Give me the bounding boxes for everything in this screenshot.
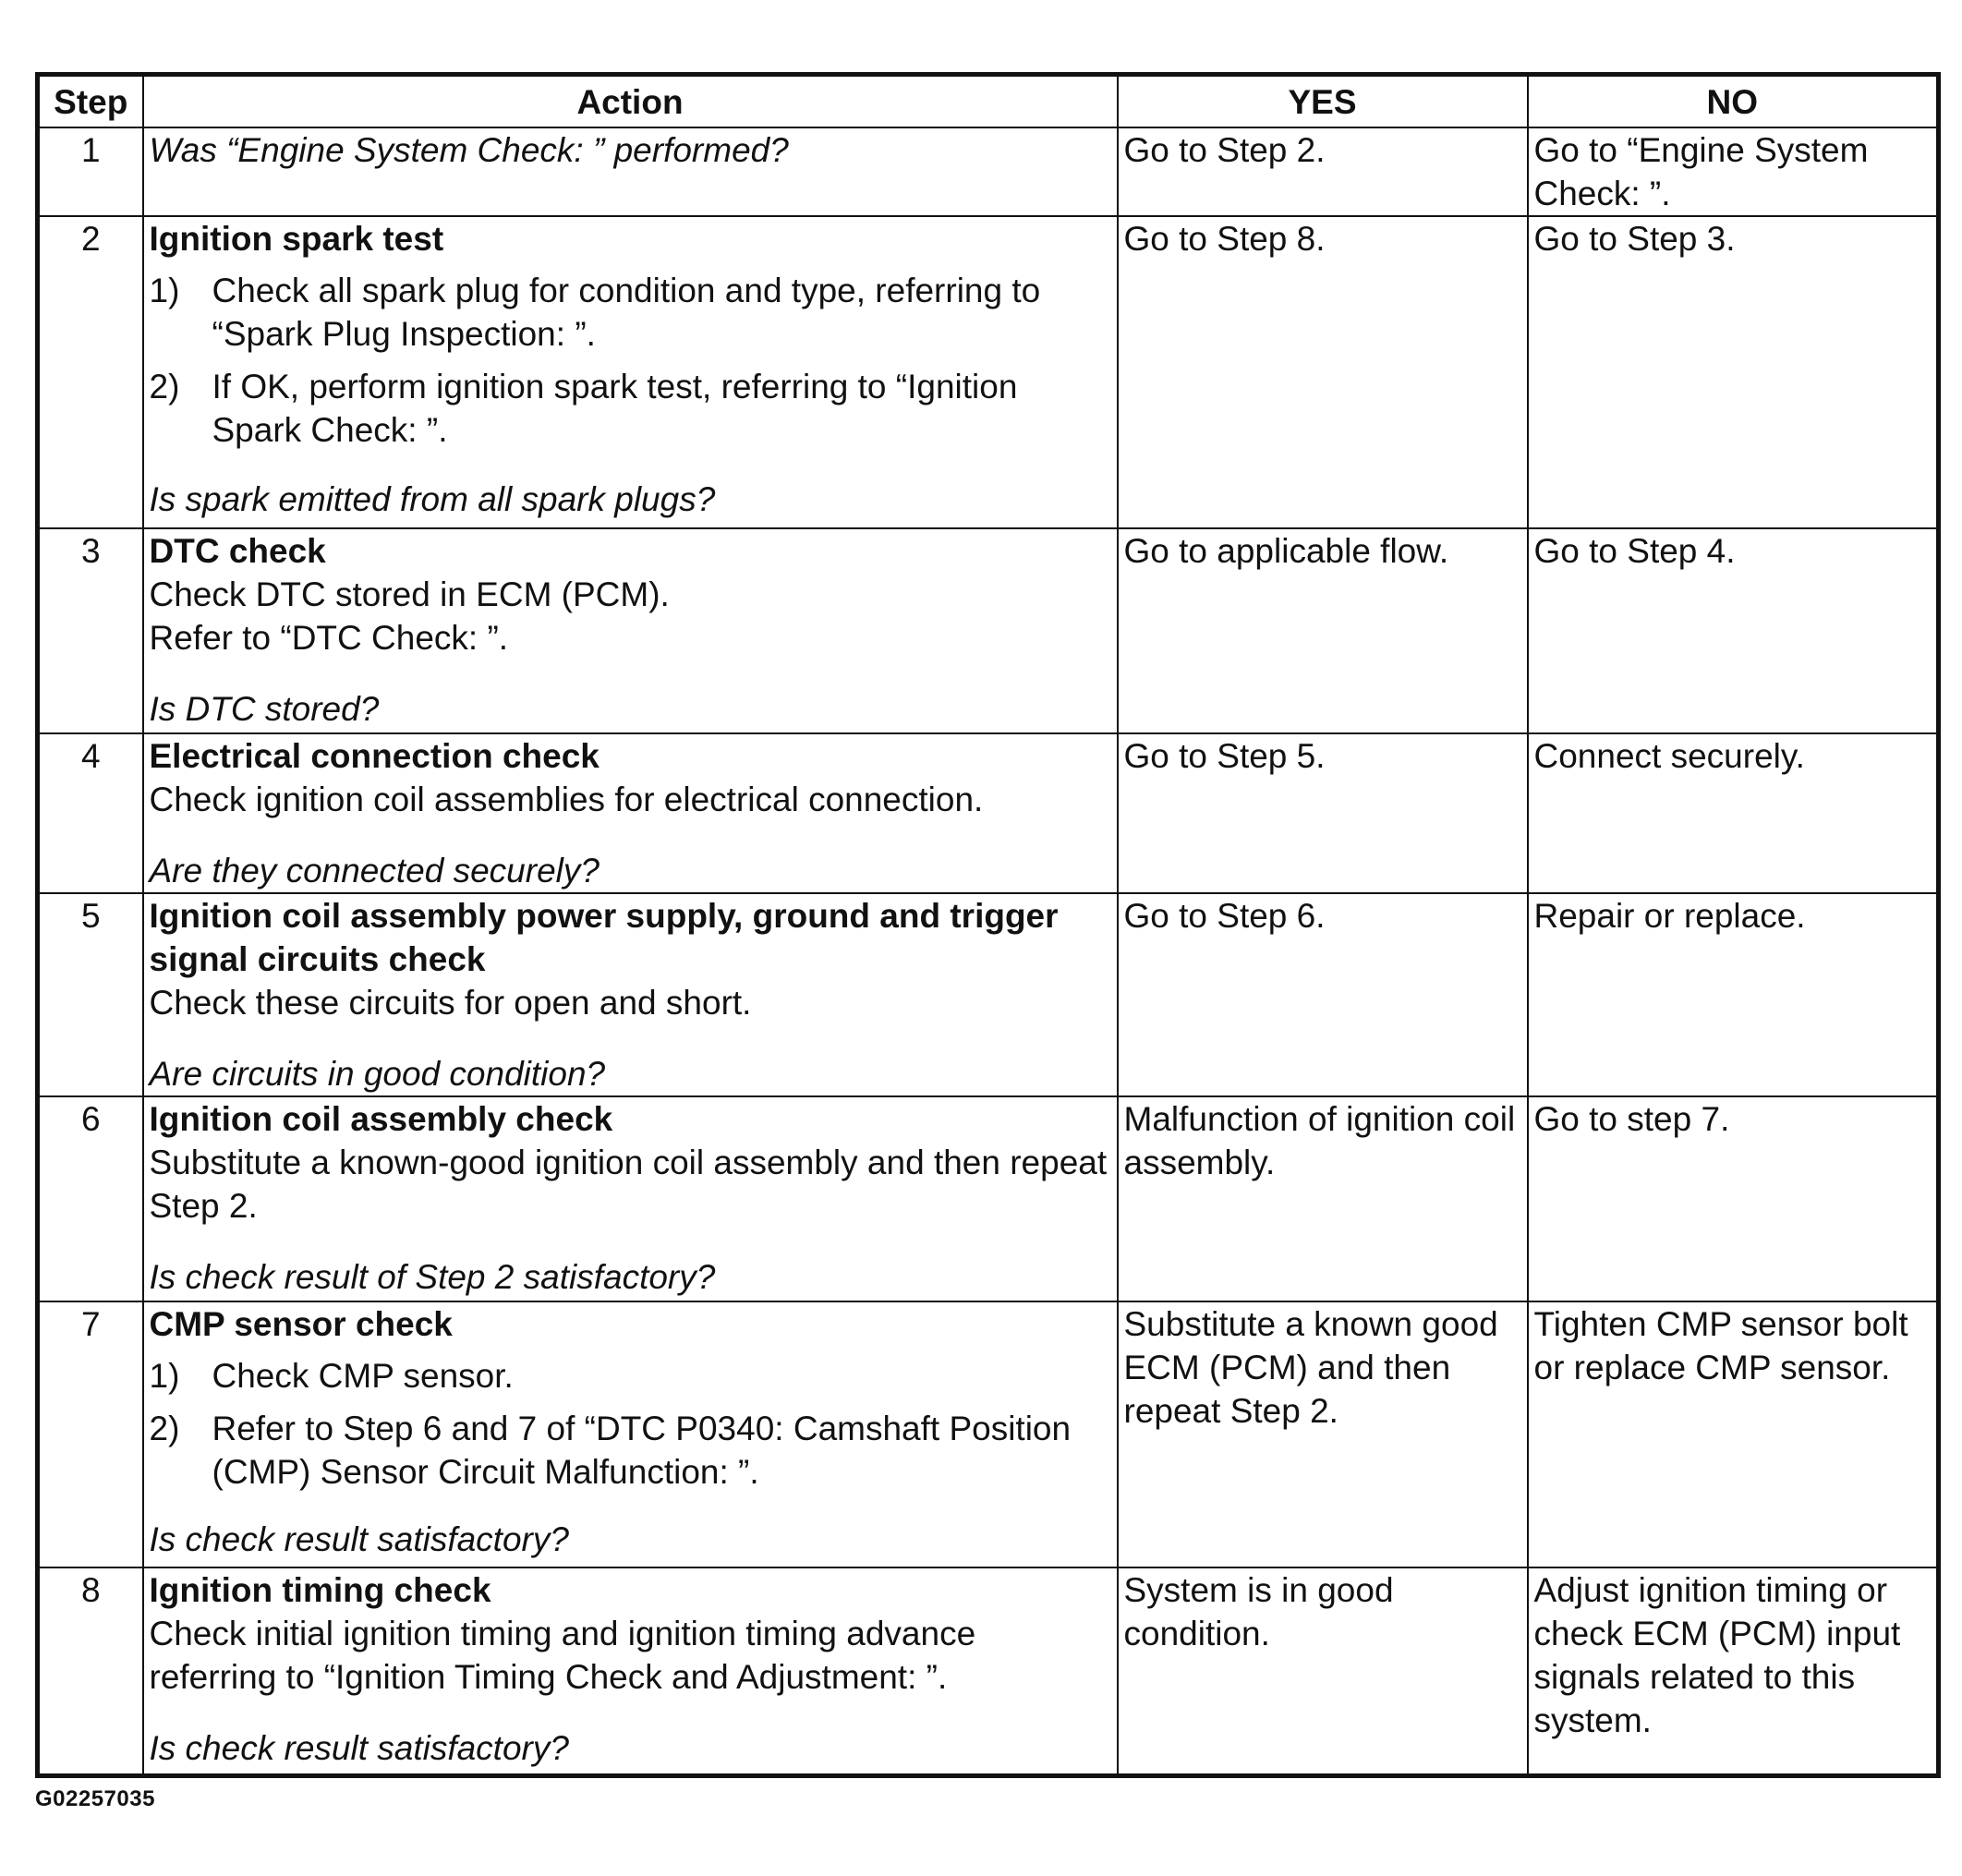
- table-row: [38, 1096, 1939, 1301]
- action-text: Check ignition coil assemblies for electrical connection.: [149, 781, 984, 818]
- step-number: 7: [38, 1301, 143, 1567]
- action-question: Was “Engine System Check: ” performed?: [149, 131, 789, 169]
- action-question: Is check result satisfactory?: [149, 1520, 569, 1558]
- action-text: Check DTC stored in ECM (PCM).: [149, 575, 670, 613]
- step-number: 2: [38, 216, 143, 528]
- yes-cell: Go to Step 2.: [1118, 127, 1528, 216]
- figure-id: G02257035: [35, 1786, 155, 1811]
- list-text: Check all spark plug for condition and type, referring to “Spark Plug Inspection: ”.: [212, 272, 1041, 353]
- action-title: Ignition coil assembly check: [149, 1100, 613, 1138]
- action-text: Refer to “DTC Check: ”.: [149, 619, 509, 657]
- action-list-item: [150, 1354, 1111, 1398]
- step-number: 3: [38, 528, 143, 733]
- action-cell: [143, 1567, 1118, 1775]
- no-cell: Adjust ignition timing or check ECM (PCM) input signals related to this system.: [1528, 1567, 1939, 1775]
- step-number: 5: [38, 893, 143, 1096]
- yes-cell: Go to applicable flow.: [1118, 528, 1528, 733]
- action-question: Is DTC stored?: [149, 690, 380, 728]
- action-title: Electrical connection check: [149, 737, 600, 775]
- step-number: 4: [38, 733, 143, 893]
- list-number: 1): [149, 272, 180, 309]
- table-row: [38, 893, 1939, 1096]
- header-no: NO: [1528, 75, 1939, 128]
- table-row: [38, 1567, 1939, 1775]
- no-cell: Tighten CMP sensor bolt or replace CMP sensor.: [1528, 1301, 1939, 1567]
- action-question: Is check result satisfactory?: [149, 1729, 569, 1767]
- step-number: 8: [38, 1567, 143, 1775]
- action-text: Check these circuits for open and short.: [149, 984, 752, 1022]
- action-cell: [143, 127, 1118, 216]
- header-row: [38, 75, 1939, 128]
- action-title: DTC check: [149, 532, 326, 570]
- yes-cell: System is in good condition.: [1118, 1567, 1528, 1775]
- no-cell: Repair or replace.: [1528, 893, 1939, 1096]
- yes-cell: Go to Step 8.: [1118, 216, 1528, 528]
- action-cell: [143, 893, 1118, 1096]
- action-title: Ignition spark test: [149, 220, 444, 258]
- action-text: Check initial ignition timing and ignition timing advance referring to “Ignition Timing Check and Adjustment: ”.: [149, 1615, 976, 1696]
- no-cell: Go to Step 4.: [1528, 528, 1939, 733]
- step-number: 1: [38, 127, 143, 216]
- no-cell: Go to step 7.: [1528, 1096, 1939, 1301]
- list-text: Check CMP sensor.: [212, 1357, 514, 1395]
- no-cell: Go to “Engine System Check: ”.: [1528, 127, 1939, 216]
- list-text: Refer to Step 6 and 7 of “DTC P0340: Camshaft Position (CMP) Sensor Circuit Malfunction: ”.: [212, 1410, 1072, 1491]
- table-row: [38, 127, 1939, 216]
- action-list-item: [150, 269, 1111, 356]
- no-cell: Connect securely.: [1528, 733, 1939, 893]
- action-cell: [143, 528, 1118, 733]
- no-cell: Go to Step 3.: [1528, 216, 1939, 528]
- action-list-item: [150, 1407, 1111, 1494]
- action-question: Are they connected securely?: [149, 852, 600, 890]
- action-question: Is check result of Step 2 satisfactory?: [149, 1258, 716, 1296]
- table-row: [38, 216, 1939, 528]
- header-yes: YES: [1118, 75, 1528, 128]
- action-cell: [143, 216, 1118, 528]
- list-text: If OK, perform ignition spark test, referring to “Ignition Spark Check: ”.: [212, 368, 1018, 449]
- table-row: [38, 1301, 1939, 1567]
- action-cell: [143, 733, 1118, 893]
- header-step: Step: [38, 75, 143, 128]
- action-text: Substitute a known-good ignition coil assembly and then repeat Step 2.: [149, 1144, 1108, 1225]
- action-cell: [143, 1301, 1118, 1567]
- action-title: CMP sensor check: [149, 1305, 453, 1343]
- action-question: Are circuits in good condition?: [149, 1055, 606, 1093]
- list-number: 1): [149, 1357, 180, 1395]
- action-list-item: [150, 365, 1111, 452]
- step-number: 6: [38, 1096, 143, 1301]
- list-number: 2): [149, 1410, 180, 1447]
- action-title: Ignition coil assembly power supply, ground and trigger signal circuits check: [149, 897, 1059, 978]
- header-action: Action: [143, 75, 1118, 128]
- yes-cell: Malfunction of ignition coil assembly.: [1118, 1096, 1528, 1301]
- action-question: Is spark emitted from all spark plugs?: [149, 480, 716, 518]
- yes-cell: Go to Step 5.: [1118, 733, 1528, 893]
- action-cell: [143, 1096, 1118, 1301]
- action-title: Ignition timing check: [149, 1571, 491, 1609]
- table-row: [38, 528, 1939, 733]
- yes-cell: Go to Step 6.: [1118, 893, 1528, 1096]
- diagnosis-table: [35, 72, 1941, 1778]
- table-row: [38, 733, 1939, 893]
- list-number: 2): [149, 368, 180, 405]
- yes-cell: Substitute a known good ECM (PCM) and then repeat Step 2.: [1118, 1301, 1528, 1567]
